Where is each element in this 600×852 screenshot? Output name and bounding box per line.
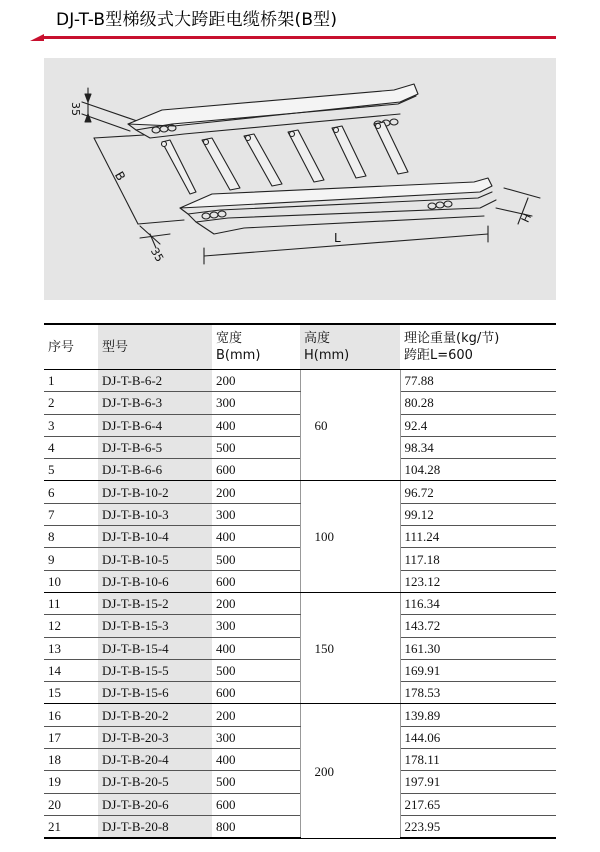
- cell-width: 300: [212, 726, 300, 748]
- cell-index: 2: [44, 392, 98, 414]
- cell-width: 500: [212, 771, 300, 793]
- cell-model: DJ-T-B-6-5: [98, 436, 212, 458]
- back-side-rail: [128, 84, 418, 138]
- cell-index: 9: [44, 548, 98, 570]
- cell-weight: 223.95: [400, 815, 556, 838]
- cell-index: 21: [44, 815, 98, 838]
- col-header-height: 高度 H(mm): [300, 324, 400, 370]
- cell-width: 200: [212, 370, 300, 392]
- cell-index: 11: [44, 592, 98, 614]
- dim-35-bottom-label: 35: [147, 245, 167, 265]
- cell-weight: 116.34: [400, 592, 556, 614]
- cell-width: 500: [212, 436, 300, 458]
- cell-model: DJ-T-B-10-6: [98, 570, 212, 592]
- cell-weight: 197.91: [400, 771, 556, 793]
- page-title: DJ-T-B型梯级式大跨距电缆桥架(B型): [56, 10, 338, 30]
- cell-index: 15: [44, 682, 98, 704]
- cell-index: 12: [44, 615, 98, 637]
- dim-h-label: H: [518, 211, 535, 225]
- cell-width: 600: [212, 793, 300, 815]
- cell-weight: 161.30: [400, 637, 556, 659]
- cell-model: DJ-T-B-6-3: [98, 392, 212, 414]
- spec-table: [44, 323, 556, 839]
- cell-weight: 169.91: [400, 659, 556, 681]
- col-header-weight: 理论重量(kg/节) 跨距L=600: [400, 324, 556, 370]
- cell-index: 8: [44, 526, 98, 548]
- cell-model: DJ-T-B-15-6: [98, 682, 212, 704]
- dim-l-label: L: [334, 231, 341, 245]
- cell-width: 600: [212, 682, 300, 704]
- title-underline: [44, 36, 556, 39]
- cable-tray-diagram-panel: [44, 58, 556, 300]
- cell-width: 200: [212, 481, 300, 503]
- cell-model: DJ-T-B-15-3: [98, 615, 212, 637]
- table-row: [44, 481, 556, 503]
- cell-model: DJ-T-B-15-4: [98, 637, 212, 659]
- cell-weight: 77.88: [400, 370, 556, 392]
- cell-weight: 117.18: [400, 548, 556, 570]
- cell-index: 20: [44, 793, 98, 815]
- dim-35-top-label: 35: [69, 102, 82, 116]
- cell-weight: 144.06: [400, 726, 556, 748]
- cell-model: DJ-T-B-15-5: [98, 659, 212, 681]
- cell-model: DJ-T-B-20-2: [98, 704, 212, 726]
- cell-index: 6: [44, 481, 98, 503]
- cell-index: 18: [44, 749, 98, 771]
- table-row: [44, 592, 556, 614]
- cell-model: DJ-T-B-20-8: [98, 815, 212, 838]
- cell-height: 200: [300, 704, 400, 838]
- cell-index: 13: [44, 637, 98, 659]
- table-header-row: [44, 324, 556, 370]
- cell-weight: 178.53: [400, 682, 556, 704]
- cell-index: 3: [44, 414, 98, 436]
- cell-weight: 111.24: [400, 526, 556, 548]
- title-bar: [0, 0, 600, 40]
- cell-model: DJ-T-B-15-2: [98, 592, 212, 614]
- cell-width: 400: [212, 414, 300, 436]
- cell-index: 10: [44, 570, 98, 592]
- cell-width: 300: [212, 392, 300, 414]
- cell-weight: 80.28: [400, 392, 556, 414]
- cell-weight: 217.65: [400, 793, 556, 815]
- cell-model: DJ-T-B-10-5: [98, 548, 212, 570]
- cell-index: 17: [44, 726, 98, 748]
- cell-width: 200: [212, 592, 300, 614]
- cell-model: DJ-T-B-10-3: [98, 503, 212, 525]
- cell-model: DJ-T-B-6-2: [98, 370, 212, 392]
- cell-width: 200: [212, 704, 300, 726]
- table-row: [44, 704, 556, 726]
- dim-35-bottom-marker: [140, 226, 170, 248]
- cell-index: 1: [44, 370, 98, 392]
- cell-width: 600: [212, 570, 300, 592]
- cell-width: 300: [212, 503, 300, 525]
- cell-width: 500: [212, 659, 300, 681]
- cell-model: DJ-T-B-6-6: [98, 459, 212, 481]
- cell-index: 14: [44, 659, 98, 681]
- cell-width: 500: [212, 548, 300, 570]
- cell-model: DJ-T-B-10-2: [98, 481, 212, 503]
- cell-model: DJ-T-B-10-4: [98, 526, 212, 548]
- cell-weight: 98.34: [400, 436, 556, 458]
- cell-model: DJ-T-B-20-5: [98, 771, 212, 793]
- cell-weight: 96.72: [400, 481, 556, 503]
- cell-model: DJ-T-B-20-6: [98, 793, 212, 815]
- cell-index: 19: [44, 771, 98, 793]
- cell-weight: 143.72: [400, 615, 556, 637]
- cell-model: DJ-T-B-20-4: [98, 749, 212, 771]
- dim-b-label: B: [111, 169, 129, 184]
- cell-index: 4: [44, 436, 98, 458]
- cell-weight: 123.12: [400, 570, 556, 592]
- cell-weight: 139.89: [400, 704, 556, 726]
- table-body: [44, 370, 556, 839]
- col-header-index: 序号: [44, 324, 98, 370]
- cell-weight: 178.11: [400, 749, 556, 771]
- cell-model: DJ-T-B-20-3: [98, 726, 212, 748]
- cell-height: 100: [300, 481, 400, 592]
- cell-height: 150: [300, 592, 400, 703]
- title-accent-notch: [30, 34, 44, 41]
- dim-l-marker: [204, 226, 488, 264]
- cell-width: 300: [212, 615, 300, 637]
- col-header-width: 宽度 B(mm): [212, 324, 300, 370]
- col-header-model: 型号: [98, 324, 212, 370]
- cell-width: 600: [212, 459, 300, 481]
- cell-width: 400: [212, 526, 300, 548]
- cell-height: 60: [300, 370, 400, 481]
- cell-width: 400: [212, 749, 300, 771]
- cell-weight: 92.4: [400, 414, 556, 436]
- cell-weight: 104.28: [400, 459, 556, 481]
- cell-weight: 99.12: [400, 503, 556, 525]
- cable-tray-ladder-drawing: [44, 58, 556, 300]
- table-row: [44, 370, 556, 392]
- cell-index: 7: [44, 503, 98, 525]
- cell-width: 800: [212, 815, 300, 838]
- cell-width: 400: [212, 637, 300, 659]
- cell-model: DJ-T-B-6-4: [98, 414, 212, 436]
- cell-index: 16: [44, 704, 98, 726]
- cell-index: 5: [44, 459, 98, 481]
